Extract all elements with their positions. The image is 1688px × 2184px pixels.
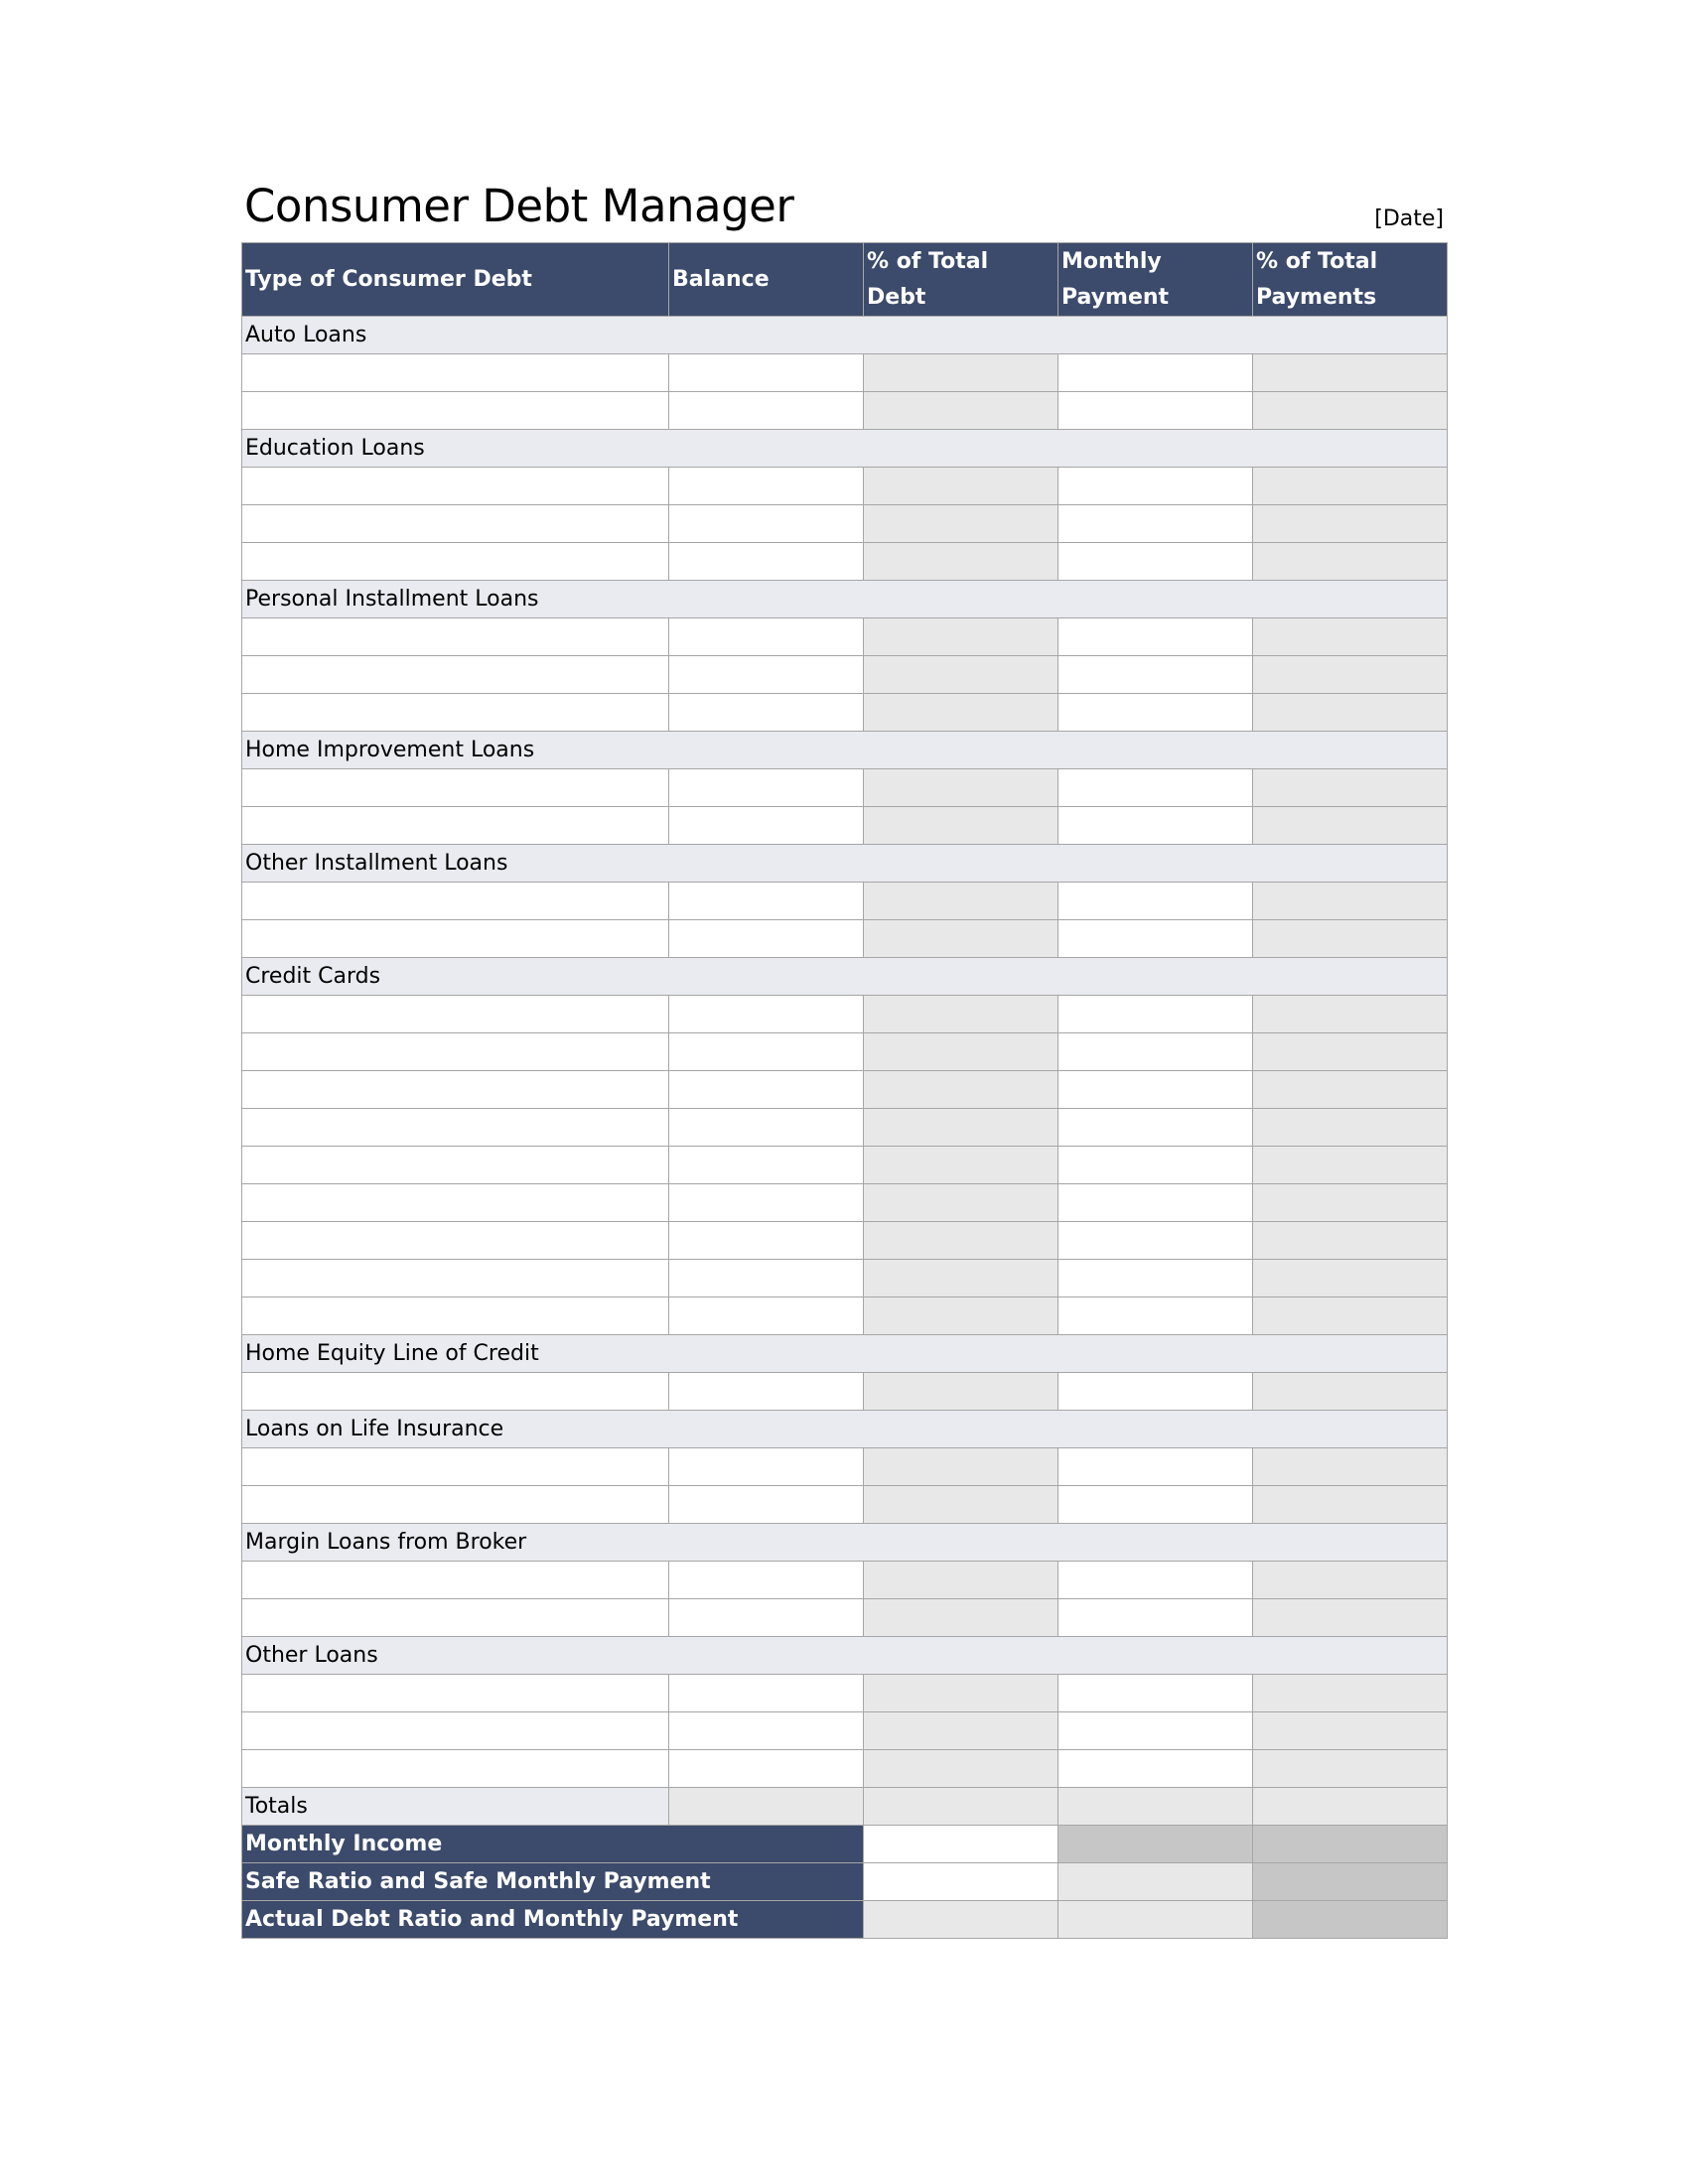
- balance-cell[interactable]: [669, 656, 864, 694]
- debt-name-cell[interactable]: [242, 1260, 669, 1297]
- monthly-payment-cell[interactable]: [1058, 468, 1253, 505]
- debt-entry-row: [242, 1147, 1448, 1184]
- actual-ratio-blank: [1253, 1901, 1448, 1939]
- category-label: Other Installment Loans: [242, 845, 1448, 883]
- monthly-payment-cell[interactable]: [1058, 1260, 1253, 1297]
- column-header-monthly-payment: Monthly Payment: [1058, 243, 1253, 317]
- monthly-payment-cell[interactable]: [1058, 920, 1253, 958]
- pct-payments-cell: [1253, 1260, 1448, 1297]
- debt-name-cell[interactable]: [242, 1448, 669, 1486]
- debt-name-cell[interactable]: [242, 1562, 669, 1599]
- pct-payments-cell: [1253, 1750, 1448, 1788]
- category-row: [242, 732, 1448, 769]
- debt-entry-row: [242, 1222, 1448, 1260]
- balance-cell[interactable]: [669, 694, 864, 732]
- debt-name-cell[interactable]: [242, 769, 669, 807]
- debt-entry-row: [242, 1750, 1448, 1788]
- total-monthly-payment-cell: [1058, 1788, 1253, 1826]
- debt-entry-row: [242, 1675, 1448, 1712]
- balance-cell[interactable]: [669, 1184, 864, 1222]
- monthly-payment-cell[interactable]: [1058, 543, 1253, 581]
- monthly-payment-cell[interactable]: [1058, 1147, 1253, 1184]
- debt-entry-row: [242, 656, 1448, 694]
- monthly-payment-cell[interactable]: [1058, 996, 1253, 1033]
- monthly-payment-cell[interactable]: [1058, 392, 1253, 430]
- debt-entry-row: [242, 1486, 1448, 1524]
- pct-debt-cell: [864, 1033, 1058, 1071]
- pct-debt-cell: [864, 1486, 1058, 1524]
- pct-payments-cell: [1253, 1712, 1448, 1750]
- debt-name-cell[interactable]: [242, 1712, 669, 1750]
- pct-debt-cell: [864, 1448, 1058, 1486]
- balance-cell[interactable]: [669, 1222, 864, 1260]
- column-header-pct-payments: % of Total Payments: [1253, 243, 1448, 317]
- pct-payments-cell: [1253, 1448, 1448, 1486]
- monthly-payment-cell[interactable]: [1058, 807, 1253, 845]
- pct-debt-cell: [864, 920, 1058, 958]
- debt-name-cell[interactable]: [242, 468, 669, 505]
- debt-name-cell[interactable]: [242, 1675, 669, 1712]
- pct-debt-cell: [864, 1373, 1058, 1411]
- balance-cell[interactable]: [669, 1297, 864, 1335]
- monthly-payment-cell[interactable]: [1058, 618, 1253, 656]
- balance-cell[interactable]: [669, 1750, 864, 1788]
- pct-debt-cell: [864, 694, 1058, 732]
- balance-cell[interactable]: [669, 618, 864, 656]
- category-label: Margin Loans from Broker: [242, 1524, 1448, 1562]
- category-label: Home Improvement Loans: [242, 732, 1448, 769]
- column-header-type: Type of Consumer Debt: [242, 243, 669, 317]
- table-body: [242, 317, 1448, 1939]
- monthly-payment-cell[interactable]: [1058, 769, 1253, 807]
- debt-name-cell[interactable]: [242, 1071, 669, 1109]
- pct-payments-cell: [1253, 354, 1448, 392]
- balance-cell[interactable]: [669, 1147, 864, 1184]
- debt-entry-row: [242, 694, 1448, 732]
- pct-payments-cell: [1253, 1222, 1448, 1260]
- balance-cell[interactable]: [669, 468, 864, 505]
- pct-debt-cell: [864, 354, 1058, 392]
- debt-entry-row: [242, 920, 1448, 958]
- monthly-payment-cell[interactable]: [1058, 883, 1253, 920]
- balance-cell[interactable]: [669, 1675, 864, 1712]
- balance-cell[interactable]: [669, 1373, 864, 1411]
- balance-cell[interactable]: [669, 769, 864, 807]
- safe-monthly-payment-cell: [1058, 1863, 1253, 1901]
- balance-cell[interactable]: [669, 996, 864, 1033]
- debt-name-cell[interactable]: [242, 883, 669, 920]
- debt-entry-row: [242, 769, 1448, 807]
- pct-payments-cell: [1253, 807, 1448, 845]
- debt-name-cell[interactable]: [242, 618, 669, 656]
- pct-debt-cell: [864, 1222, 1058, 1260]
- category-row: [242, 1411, 1448, 1448]
- debt-entry-row: [242, 1033, 1448, 1071]
- pct-payments-cell: [1253, 1297, 1448, 1335]
- monthly-payment-cell[interactable]: [1058, 1071, 1253, 1109]
- pct-payments-cell: [1253, 1486, 1448, 1524]
- pct-debt-cell: [864, 1675, 1058, 1712]
- monthly-income-label: Monthly Income: [242, 1826, 864, 1863]
- balance-cell[interactable]: [669, 920, 864, 958]
- debt-name-cell[interactable]: [242, 807, 669, 845]
- debt-entry-row: [242, 392, 1448, 430]
- pct-debt-cell: [864, 392, 1058, 430]
- safe-ratio-label: Safe Ratio and Safe Monthly Payment: [242, 1863, 864, 1901]
- monthly-payment-cell[interactable]: [1058, 1109, 1253, 1147]
- balance-cell[interactable]: [669, 1448, 864, 1486]
- actual-ratio-cell: [864, 1901, 1058, 1939]
- pct-payments-cell: [1253, 1109, 1448, 1147]
- pct-debt-cell: [864, 543, 1058, 581]
- pct-debt-cell: [864, 1184, 1058, 1222]
- pct-debt-cell: [864, 505, 1058, 543]
- balance-cell[interactable]: [669, 807, 864, 845]
- pct-debt-cell: [864, 883, 1058, 920]
- debt-name-cell[interactable]: [242, 920, 669, 958]
- category-label: Home Equity Line of Credit: [242, 1335, 1448, 1373]
- pct-payments-cell: [1253, 543, 1448, 581]
- category-row: [242, 581, 1448, 618]
- pct-payments-cell: [1253, 1675, 1448, 1712]
- monthly-income-blank-1: [1058, 1826, 1253, 1863]
- safe-ratio-input[interactable]: [864, 1863, 1058, 1901]
- monthly-payment-cell[interactable]: [1058, 1033, 1253, 1071]
- pct-payments-cell: [1253, 920, 1448, 958]
- pct-debt-cell: [864, 1562, 1058, 1599]
- debt-name-cell[interactable]: [242, 1750, 669, 1788]
- category-label: Education Loans: [242, 430, 1448, 468]
- debt-entry-row: [242, 807, 1448, 845]
- page-title: Consumer Debt Manager: [244, 180, 794, 232]
- total-pct-debt-cell: [864, 1788, 1058, 1826]
- monthly-payment-cell[interactable]: [1058, 1222, 1253, 1260]
- debt-name-cell[interactable]: [242, 996, 669, 1033]
- debt-entry-row: [242, 996, 1448, 1033]
- category-label: Other Loans: [242, 1637, 1448, 1675]
- actual-ratio-label: Actual Debt Ratio and Monthly Payment: [242, 1901, 864, 1939]
- category-label: Auto Loans: [242, 317, 1448, 354]
- pct-debt-cell: [864, 769, 1058, 807]
- pct-payments-cell: [1253, 392, 1448, 430]
- monthly-payment-cell[interactable]: [1058, 1448, 1253, 1486]
- pct-payments-cell: [1253, 1071, 1448, 1109]
- balance-cell[interactable]: [669, 1071, 864, 1109]
- pct-debt-cell: [864, 1071, 1058, 1109]
- pct-debt-cell: [864, 1260, 1058, 1297]
- category-row: [242, 845, 1448, 883]
- total-pct-payments-cell: [1253, 1788, 1448, 1826]
- pct-payments-cell: [1253, 1599, 1448, 1637]
- pct-payments-cell: [1253, 1373, 1448, 1411]
- monthly-payment-cell[interactable]: [1058, 1562, 1253, 1599]
- balance-cell[interactable]: [669, 354, 864, 392]
- debt-entry-row: [242, 618, 1448, 656]
- date-field[interactable]: [Date]: [1374, 206, 1444, 231]
- header-row: [242, 243, 1448, 317]
- monthly-payment-cell[interactable]: [1058, 505, 1253, 543]
- pct-debt-cell: [864, 1109, 1058, 1147]
- pct-debt-cell: [864, 1712, 1058, 1750]
- category-label: Credit Cards: [242, 958, 1448, 996]
- monthly-payment-cell[interactable]: [1058, 1486, 1253, 1524]
- total-balance-cell: [669, 1788, 864, 1826]
- balance-cell[interactable]: [669, 1109, 864, 1147]
- category-label: Loans on Life Insurance: [242, 1411, 1448, 1448]
- pct-debt-cell: [864, 1750, 1058, 1788]
- debt-entry-row: [242, 1109, 1448, 1147]
- debt-entry-row: [242, 354, 1448, 392]
- pct-payments-cell: [1253, 769, 1448, 807]
- debt-table: [241, 242, 1448, 1939]
- debt-name-cell[interactable]: [242, 1184, 669, 1222]
- balance-cell[interactable]: [669, 1562, 864, 1599]
- debt-entry-row: [242, 1373, 1448, 1411]
- column-header-balance: Balance: [669, 243, 864, 317]
- category-row: [242, 1524, 1448, 1562]
- pct-payments-cell: [1253, 656, 1448, 694]
- monthly-payment-cell[interactable]: [1058, 1184, 1253, 1222]
- monthly-income-row: [242, 1826, 1448, 1863]
- pct-debt-cell: [864, 1147, 1058, 1184]
- debt-name-cell[interactable]: [242, 694, 669, 732]
- debt-entry-row: [242, 1071, 1448, 1109]
- monthly-income-blank-2: [1253, 1826, 1448, 1863]
- monthly-payment-cell[interactable]: [1058, 1712, 1253, 1750]
- debt-entry-row: [242, 1712, 1448, 1750]
- pct-debt-cell: [864, 468, 1058, 505]
- balance-cell[interactable]: [669, 392, 864, 430]
- debt-entry-row: [242, 1260, 1448, 1297]
- monthly-payment-cell[interactable]: [1058, 1599, 1253, 1637]
- debt-name-cell[interactable]: [242, 1109, 669, 1147]
- pct-payments-cell: [1253, 1562, 1448, 1599]
- category-row: [242, 1335, 1448, 1373]
- pct-payments-cell: [1253, 1184, 1448, 1222]
- debt-entry-row: [242, 1448, 1448, 1486]
- debt-entry-row: [242, 468, 1448, 505]
- safe-ratio-blank: [1253, 1863, 1448, 1901]
- balance-cell[interactable]: [669, 883, 864, 920]
- debt-name-cell[interactable]: [242, 1147, 669, 1184]
- debt-name-cell[interactable]: [242, 354, 669, 392]
- debt-name-cell[interactable]: [242, 1599, 669, 1637]
- safe-ratio-row: [242, 1863, 1448, 1901]
- debt-name-cell[interactable]: [242, 543, 669, 581]
- pct-debt-cell: [864, 996, 1058, 1033]
- category-row: [242, 1637, 1448, 1675]
- pct-debt-cell: [864, 618, 1058, 656]
- debt-entry-row: [242, 1184, 1448, 1222]
- pct-debt-cell: [864, 1297, 1058, 1335]
- debt-entry-row: [242, 1562, 1448, 1599]
- category-row: [242, 430, 1448, 468]
- pct-debt-cell: [864, 1599, 1058, 1637]
- totals-label: Totals: [242, 1788, 669, 1826]
- pct-payments-cell: [1253, 468, 1448, 505]
- monthly-payment-cell[interactable]: [1058, 354, 1253, 392]
- totals-row: [242, 1788, 1448, 1826]
- debt-name-cell[interactable]: [242, 1222, 669, 1260]
- pct-payments-cell: [1253, 996, 1448, 1033]
- debt-name-cell[interactable]: [242, 1486, 669, 1524]
- debt-name-cell[interactable]: [242, 392, 669, 430]
- category-label: Personal Installment Loans: [242, 581, 1448, 618]
- pct-debt-cell: [864, 656, 1058, 694]
- monthly-payment-cell[interactable]: [1058, 694, 1253, 732]
- debt-entry-row: [242, 1297, 1448, 1335]
- column-header-pct-debt: % of Total Debt: [864, 243, 1058, 317]
- balance-cell[interactable]: [669, 543, 864, 581]
- pct-payments-cell: [1253, 1033, 1448, 1071]
- debt-entry-row: [242, 1599, 1448, 1637]
- debt-name-cell[interactable]: [242, 1373, 669, 1411]
- pct-payments-cell: [1253, 1147, 1448, 1184]
- pct-payments-cell: [1253, 883, 1448, 920]
- monthly-payment-cell[interactable]: [1058, 656, 1253, 694]
- balance-cell[interactable]: [669, 1486, 864, 1524]
- debt-entry-row: [242, 543, 1448, 581]
- pct-payments-cell: [1253, 618, 1448, 656]
- balance-cell[interactable]: [669, 1033, 864, 1071]
- category-row: [242, 317, 1448, 354]
- debt-name-cell[interactable]: [242, 656, 669, 694]
- monthly-income-input[interactable]: [864, 1826, 1058, 1863]
- debt-entry-row: [242, 883, 1448, 920]
- pct-payments-cell: [1253, 505, 1448, 543]
- balance-cell[interactable]: [669, 1599, 864, 1637]
- debt-name-cell[interactable]: [242, 505, 669, 543]
- debt-entry-row: [242, 505, 1448, 543]
- debt-name-cell[interactable]: [242, 1297, 669, 1335]
- monthly-payment-cell[interactable]: [1058, 1750, 1253, 1788]
- balance-cell[interactable]: [669, 1712, 864, 1750]
- balance-cell[interactable]: [669, 1260, 864, 1297]
- monthly-payment-cell[interactable]: [1058, 1373, 1253, 1411]
- actual-monthly-payment-cell: [1058, 1901, 1253, 1939]
- monthly-payment-cell[interactable]: [1058, 1297, 1253, 1335]
- debt-name-cell[interactable]: [242, 1033, 669, 1071]
- category-row: [242, 958, 1448, 996]
- monthly-payment-cell[interactable]: [1058, 1675, 1253, 1712]
- pct-debt-cell: [864, 807, 1058, 845]
- pct-payments-cell: [1253, 694, 1448, 732]
- balance-cell[interactable]: [669, 505, 864, 543]
- actual-ratio-row: [242, 1901, 1448, 1939]
